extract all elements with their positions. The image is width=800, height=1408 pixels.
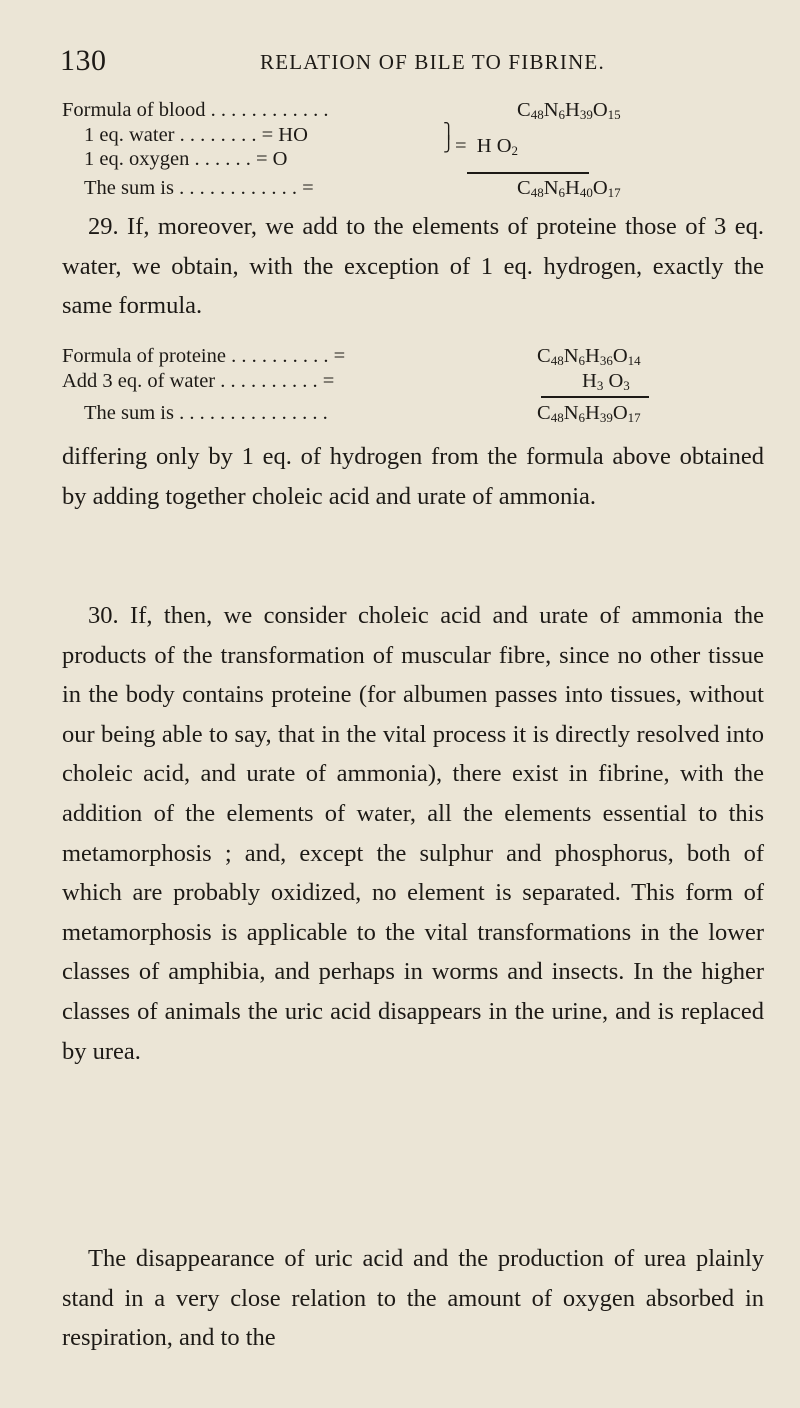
paragraph-29: 29. If, moreover, we add to the elements of proteine those of 3 eq. water, we obtain, with the exception of 1 eq. hydrogen, exactly the same formula. — [62, 213, 764, 320]
formula-row-result: $H_3$ $O_3$ — [582, 370, 630, 393]
formula-row-result: $C_{48}N_6H_{39}O_{15}$ — [517, 99, 621, 122]
formula-row-label: 1 eq. oxygen . . . . . . = O — [84, 148, 288, 170]
formula-sum-result: $C_{48}N_6H_{40}O_{17}$ — [517, 177, 621, 200]
paragraph-29-continuation: differing only by 1 eq. of hydrogen from the formula above obtained by adding together choleic acid and urate of ammonia. — [62, 443, 764, 510]
running-title: RELATION OF BILE TO FIBRINE. — [260, 50, 605, 74]
page-number: 130 — [60, 44, 107, 77]
formula-row-result: $C_{48}N_6H_{36}O_{14}$ — [537, 345, 641, 368]
sum-rule — [467, 172, 589, 174]
page-header — [60, 44, 760, 84]
sum-rule — [541, 396, 649, 398]
formula-sum-result: $C_{48}N_6H_{39}O_{17}$ — [537, 402, 641, 425]
formula-row-label: Add 3 eq. of water . . . . . . . . . . = — [62, 370, 335, 392]
formula-sum-label: The sum is . . . . . . . . . . . . = — [84, 177, 314, 199]
formula-sum-label: The sum is . . . . . . . . . . . . . . . — [84, 402, 328, 424]
formula-combined: = H $O_2$ — [455, 135, 519, 158]
formula-row-label: Formula of proteine . . . . . . . . . . = — [62, 345, 346, 367]
formula-row-label: 1 eq. water . . . . . . . . = HO — [84, 124, 308, 146]
paragraph-31: The disappearance of uric acid and the production of urea plainly stand in a very close relation to the amount of oxygen absorbed in respiration, and to the — [62, 1245, 764, 1352]
brace-symbol: ⎫ ⎭ — [443, 124, 455, 153]
formula-row-label: Formula of blood . . . . . . . . . . . . — [62, 99, 329, 121]
paragraph-30: 30. If, then, we consider choleic acid and urate of ammonia the products of the transformation of muscular fibre, since no other tissue in the body contains proteine (for albumen passes into tissues, without our being able to say, that in the vital process it is directly resolved into choleic acid, and urate of ammonia), there exist in fibrine, with the addition of the elements of water, all the elements essential to this metamorphosis ; and, except the sulphur and phosphorus, both of which are probably oxidized, no element is separated. This form of metamorphosis is applicable to the vital transformations in the lower classes of amphibia, and perhaps in worms and insects. In the higher classes of animals the uric acid disappears in the urine, and is replaced by urea. — [62, 602, 764, 1065]
